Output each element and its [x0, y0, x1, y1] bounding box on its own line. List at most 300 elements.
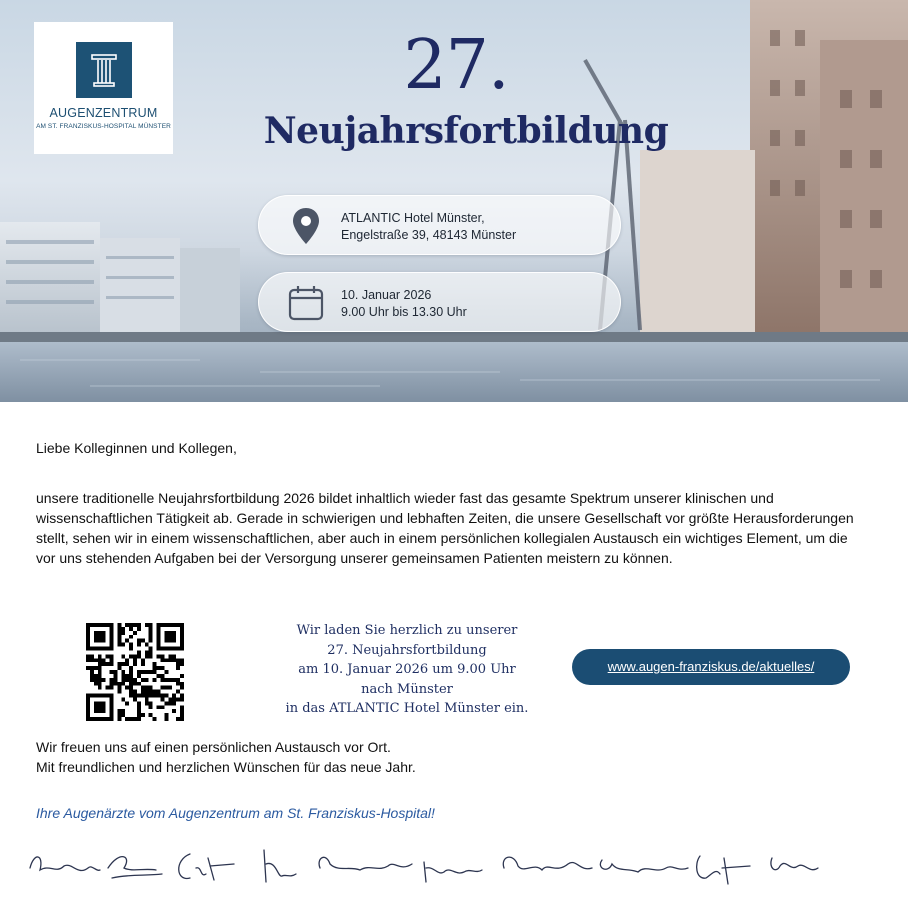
qr-module — [121, 627, 125, 631]
qr-module — [157, 631, 161, 635]
qr-module — [176, 682, 180, 686]
qr-module — [110, 713, 114, 717]
qr-module — [180, 694, 184, 698]
qr-module — [98, 705, 102, 709]
qr-module — [149, 713, 153, 717]
qr-module — [137, 717, 141, 721]
qr-module — [117, 717, 121, 721]
qr-module — [86, 654, 90, 658]
qr-module — [113, 674, 117, 678]
qr-module — [137, 670, 141, 674]
qr-module — [164, 686, 168, 690]
qr-module — [172, 694, 176, 698]
qr-module — [110, 643, 114, 647]
qr-module — [157, 690, 161, 694]
qr-module — [133, 682, 137, 686]
qr-module — [145, 686, 149, 690]
qr-module — [172, 623, 176, 627]
invitation-line: in das ATLANTIC Hotel Münster ein. — [285, 701, 529, 716]
qr-module — [102, 631, 106, 635]
closing-text — [36, 737, 416, 777]
qr-module — [90, 670, 94, 674]
qr-module — [149, 686, 153, 690]
qr-module — [172, 709, 176, 713]
qr-module — [133, 690, 137, 694]
qr-module — [94, 717, 98, 721]
qr-module — [160, 686, 164, 690]
logo-subtitle: AM ST. FRANZISKUS-HOSPITAL MÜNSTER — [36, 123, 171, 130]
qr-module — [137, 643, 141, 647]
qr-module — [145, 623, 149, 627]
qr-module — [117, 631, 121, 635]
qr-module — [129, 694, 133, 698]
qr-module — [149, 650, 153, 654]
qr-module — [149, 631, 153, 635]
qr-module — [110, 709, 114, 713]
greeting: Liebe Kolleginnen und Kollegen, — [36, 440, 237, 456]
qr-module — [141, 670, 145, 674]
qr-module — [172, 658, 176, 662]
qr-module — [153, 690, 157, 694]
qr-module — [180, 662, 184, 666]
qr-module — [176, 666, 180, 670]
qr-module — [168, 654, 172, 658]
qr-module — [137, 709, 141, 713]
qr-module — [102, 709, 106, 713]
qr-module — [141, 678, 145, 682]
qr-module — [168, 635, 172, 639]
qr-module — [94, 666, 98, 670]
qr-module — [180, 697, 184, 701]
qr-module — [180, 647, 184, 651]
qr-module — [94, 709, 98, 713]
qr-module — [110, 705, 114, 709]
qr-module — [113, 682, 117, 686]
qr-module — [157, 623, 161, 627]
qr-module — [172, 647, 176, 651]
qr-module — [86, 658, 90, 662]
location-line-1: ATLANTIC Hotel Münster, — [341, 211, 485, 225]
qr-module — [176, 678, 180, 682]
qr-module — [180, 627, 184, 631]
qr-module — [102, 694, 106, 698]
qr-module — [157, 639, 161, 643]
qr-module — [172, 697, 176, 701]
qr-module — [102, 717, 106, 721]
qr-module — [176, 658, 180, 662]
qr-module — [137, 627, 141, 631]
qr-module — [86, 717, 90, 721]
location-pill — [258, 195, 621, 255]
qr-module — [117, 639, 121, 643]
qr-module — [133, 697, 137, 701]
qr-module — [160, 674, 164, 678]
qr-module — [172, 701, 176, 705]
logo-name: AUGENZENTRUM — [49, 106, 158, 120]
qr-module — [180, 635, 184, 639]
qr-module — [94, 682, 98, 686]
qr-module — [86, 666, 90, 670]
qr-module — [160, 623, 164, 627]
qr-module — [98, 666, 102, 670]
qr-module — [180, 705, 184, 709]
qr-module — [164, 717, 168, 721]
qr-module — [137, 650, 141, 654]
map-pin-icon — [287, 206, 325, 246]
signatures — [20, 838, 900, 894]
event-title: Neujahrsfortbildung — [263, 110, 669, 152]
hero-banner — [0, 0, 908, 402]
qr-module — [180, 623, 184, 627]
invitation-line: am 10. Januar 2026 um 9.00 Uhr — [298, 662, 516, 677]
qr-module — [102, 639, 106, 643]
qr-module — [86, 623, 90, 627]
qr-module — [164, 647, 168, 651]
qr-module — [129, 635, 133, 639]
qr-module — [90, 654, 94, 658]
qr-module — [86, 643, 90, 647]
qr-module — [157, 643, 161, 647]
qr-module — [102, 705, 106, 709]
qr-module — [145, 643, 149, 647]
qr-module — [153, 717, 157, 721]
qr-module — [90, 674, 94, 678]
qr-module — [129, 678, 133, 682]
qr-module — [125, 623, 129, 627]
qr-module — [110, 682, 114, 686]
invitation-line: 27. Neujahrsfortbildung — [327, 642, 487, 658]
qr-module — [137, 674, 141, 678]
calendar-icon — [287, 283, 325, 323]
qr-module — [94, 674, 98, 678]
qr-module — [137, 654, 141, 658]
qr-module — [117, 627, 121, 631]
qr-module — [180, 639, 184, 643]
qr-module — [145, 670, 149, 674]
qr-module — [141, 658, 145, 662]
qr-module — [86, 627, 90, 631]
qr-module — [164, 701, 168, 705]
qr-module — [160, 694, 164, 698]
signoff: Ihre Augenärzte vom Augenzentrum am St. Franziskus-Hospital! — [36, 805, 435, 821]
qr-module — [176, 697, 180, 701]
qr-module — [121, 643, 125, 647]
qr-module — [153, 678, 157, 682]
edition-number: 27. — [403, 26, 509, 105]
qr-module — [129, 623, 133, 627]
qr-module — [94, 701, 98, 705]
qr-module — [168, 701, 172, 705]
qr-code[interactable] — [86, 623, 184, 721]
qr-module — [157, 705, 161, 709]
qr-module — [98, 654, 102, 658]
qr-module — [137, 701, 141, 705]
qr-module — [180, 709, 184, 713]
qr-module — [141, 662, 145, 666]
qr-module — [117, 682, 121, 686]
qr-module — [168, 686, 172, 690]
qr-module — [94, 705, 98, 709]
qr-module — [98, 709, 102, 713]
qr-module — [149, 654, 153, 658]
qr-module — [164, 658, 168, 662]
qr-module — [121, 682, 125, 686]
qr-module — [160, 705, 164, 709]
qr-module — [157, 654, 161, 658]
qr-module — [106, 654, 110, 658]
qr-module — [176, 662, 180, 666]
qr-module — [129, 682, 133, 686]
qr-module — [129, 643, 133, 647]
qr-module — [98, 623, 102, 627]
qr-module — [117, 623, 121, 627]
qr-module — [129, 674, 133, 678]
qr-module — [110, 717, 114, 721]
qr-module — [145, 654, 149, 658]
qr-module — [180, 658, 184, 662]
qr-module — [157, 694, 161, 698]
qr-module — [121, 697, 125, 701]
qr-module — [129, 666, 133, 670]
qr-module — [98, 670, 102, 674]
qr-module — [98, 639, 102, 643]
qr-module — [113, 670, 117, 674]
qr-module — [90, 658, 94, 662]
qr-module — [121, 670, 125, 674]
qr-module — [125, 674, 129, 678]
qr-module — [157, 627, 161, 631]
qr-module — [110, 654, 114, 658]
qr-module — [98, 658, 102, 662]
qr-module — [106, 686, 110, 690]
qr-module — [164, 635, 168, 639]
qr-module — [137, 639, 141, 643]
qr-module — [168, 647, 172, 651]
qr-module — [98, 678, 102, 682]
qr-module — [157, 666, 161, 670]
qr-module — [133, 631, 137, 635]
qr-module — [117, 690, 121, 694]
qr-module — [149, 647, 153, 651]
qr-module — [172, 654, 176, 658]
qr-module — [164, 694, 168, 698]
qr-module — [149, 623, 153, 627]
qr-module — [98, 701, 102, 705]
qr-module — [141, 686, 145, 690]
qr-module — [176, 623, 180, 627]
date-line-2: 9.00 Uhr bis 13.30 Uhr — [341, 305, 467, 319]
intro-paragraph: unsere traditionelle Neujahrsfortbildung 2026 bildet inhaltlich wieder fast das gesamte Spektrum unserer klinischen und wissenschaftlichen Tätigkeit ab. Gerade in schwierigen und lebhaften Zeiten, die unsere Gesellschaft vor größte Herausforderungen stellt, sehen wir in einem wissenschaftlichen, aber auch in einem persönlichen kollegialen Austausch ein wichtiges Element, um die vor uns stehenden Aufgaben bei der Versorgung unserer gemeinsamen Patienten meistern zu können. — [36, 490, 854, 566]
qr-module — [129, 654, 133, 658]
invitation-line: nach Münster — [361, 681, 453, 697]
qr-module — [133, 717, 137, 721]
qr-module — [168, 639, 172, 643]
qr-module — [98, 647, 102, 651]
qr-module — [145, 690, 149, 694]
qr-module — [106, 647, 110, 651]
qr-module — [164, 678, 168, 682]
qr-module — [164, 713, 168, 717]
qr-module — [149, 690, 153, 694]
qr-module — [141, 713, 145, 717]
qr-module — [180, 631, 184, 635]
qr-module — [106, 662, 110, 666]
qr-module — [94, 623, 98, 627]
qr-module — [102, 658, 106, 662]
qr-module — [149, 705, 153, 709]
qr-module — [110, 697, 114, 701]
qr-module — [98, 631, 102, 635]
qr-module — [117, 709, 121, 713]
qr-module — [94, 631, 98, 635]
qr-module — [129, 717, 133, 721]
qr-module — [149, 639, 153, 643]
qr-module — [157, 647, 161, 651]
qr-module — [172, 678, 176, 682]
qr-module — [153, 666, 157, 670]
qr-module — [98, 674, 102, 678]
qr-module — [110, 639, 114, 643]
qr-module — [129, 670, 133, 674]
qr-module — [106, 717, 110, 721]
qr-module — [137, 623, 141, 627]
qr-module — [168, 631, 172, 635]
qr-module — [176, 647, 180, 651]
closing-line: Wir freuen uns auf einen persönlichen Austausch vor Ort. — [36, 739, 391, 755]
qr-module — [125, 658, 129, 662]
qr-module — [125, 678, 129, 682]
qr-module — [168, 697, 172, 701]
qr-module — [106, 694, 110, 698]
qr-module — [149, 635, 153, 639]
qr-module — [172, 631, 176, 635]
qr-module — [90, 623, 94, 627]
qr-module — [164, 639, 168, 643]
qr-module — [98, 635, 102, 639]
invitation-text — [262, 621, 552, 719]
qr-module — [172, 639, 176, 643]
qr-module — [137, 694, 141, 698]
qr-module — [110, 701, 114, 705]
qr-module — [110, 678, 114, 682]
qr-module — [102, 678, 106, 682]
qr-module — [90, 647, 94, 651]
qr-module — [86, 705, 90, 709]
qr-module — [117, 635, 121, 639]
qr-module — [129, 647, 133, 651]
qr-module — [149, 701, 153, 705]
qr-module — [113, 678, 117, 682]
qr-module — [86, 709, 90, 713]
qr-module — [102, 647, 106, 651]
qr-module — [133, 658, 137, 662]
qr-module — [90, 717, 94, 721]
qr-module — [110, 686, 114, 690]
qr-module — [141, 694, 145, 698]
qr-module — [110, 658, 114, 662]
qr-module — [125, 701, 129, 705]
date-pill — [258, 272, 621, 332]
qr-module — [121, 654, 125, 658]
qr-module — [145, 650, 149, 654]
qr-module — [86, 697, 90, 701]
qr-module — [180, 682, 184, 686]
qr-module — [133, 678, 137, 682]
qr-module — [86, 639, 90, 643]
qr-module — [145, 694, 149, 698]
qr-module — [125, 639, 129, 643]
qr-module — [94, 694, 98, 698]
qr-module — [129, 627, 133, 631]
qr-module — [86, 647, 90, 651]
qr-module — [160, 654, 164, 658]
qr-module — [141, 639, 145, 643]
qr-module — [153, 694, 157, 698]
qr-module — [98, 686, 102, 690]
qr-module — [145, 697, 149, 701]
qr-module — [141, 690, 145, 694]
qr-module — [145, 678, 149, 682]
qr-module — [157, 674, 161, 678]
qr-module — [121, 631, 125, 635]
website-link-button[interactable]: www.augen-franziskus.de/aktuelles/ — [572, 649, 850, 685]
qr-module — [102, 662, 106, 666]
qr-module — [164, 631, 168, 635]
qr-module — [164, 623, 168, 627]
qr-module — [110, 647, 114, 651]
qr-module — [117, 662, 121, 666]
qr-module — [121, 674, 125, 678]
qr-module — [94, 658, 98, 662]
qr-module — [125, 662, 129, 666]
qr-module — [145, 701, 149, 705]
qr-module — [149, 627, 153, 631]
qr-module — [160, 666, 164, 670]
qr-module — [110, 670, 114, 674]
qr-module — [110, 635, 114, 639]
qr-module — [164, 670, 168, 674]
qr-module — [180, 674, 184, 678]
qr-module — [106, 623, 110, 627]
qr-module — [117, 713, 121, 717]
qr-module — [98, 717, 102, 721]
qr-module — [121, 709, 125, 713]
qr-module — [90, 678, 94, 682]
date-line-1: 10. Januar 2026 — [341, 288, 432, 302]
qr-module — [117, 686, 121, 690]
qr-module — [168, 623, 172, 627]
qr-module — [86, 694, 90, 698]
qr-module — [86, 701, 90, 705]
qr-module — [176, 717, 180, 721]
qr-module — [180, 713, 184, 717]
location-line-2: Engelstraße 39, 48143 Münster — [341, 228, 517, 242]
qr-module — [176, 690, 180, 694]
qr-module — [98, 694, 102, 698]
qr-module — [137, 705, 141, 709]
qr-module — [168, 678, 172, 682]
qr-module — [121, 678, 125, 682]
qr-module — [129, 690, 133, 694]
qr-module — [137, 713, 141, 717]
qr-module — [90, 694, 94, 698]
qr-module — [90, 666, 94, 670]
qr-module — [102, 701, 106, 705]
qr-module — [110, 631, 114, 635]
qr-module — [117, 666, 121, 670]
invitation-line: Wir laden Sie herzlich zu unserer — [296, 623, 518, 638]
qr-module — [133, 654, 137, 658]
